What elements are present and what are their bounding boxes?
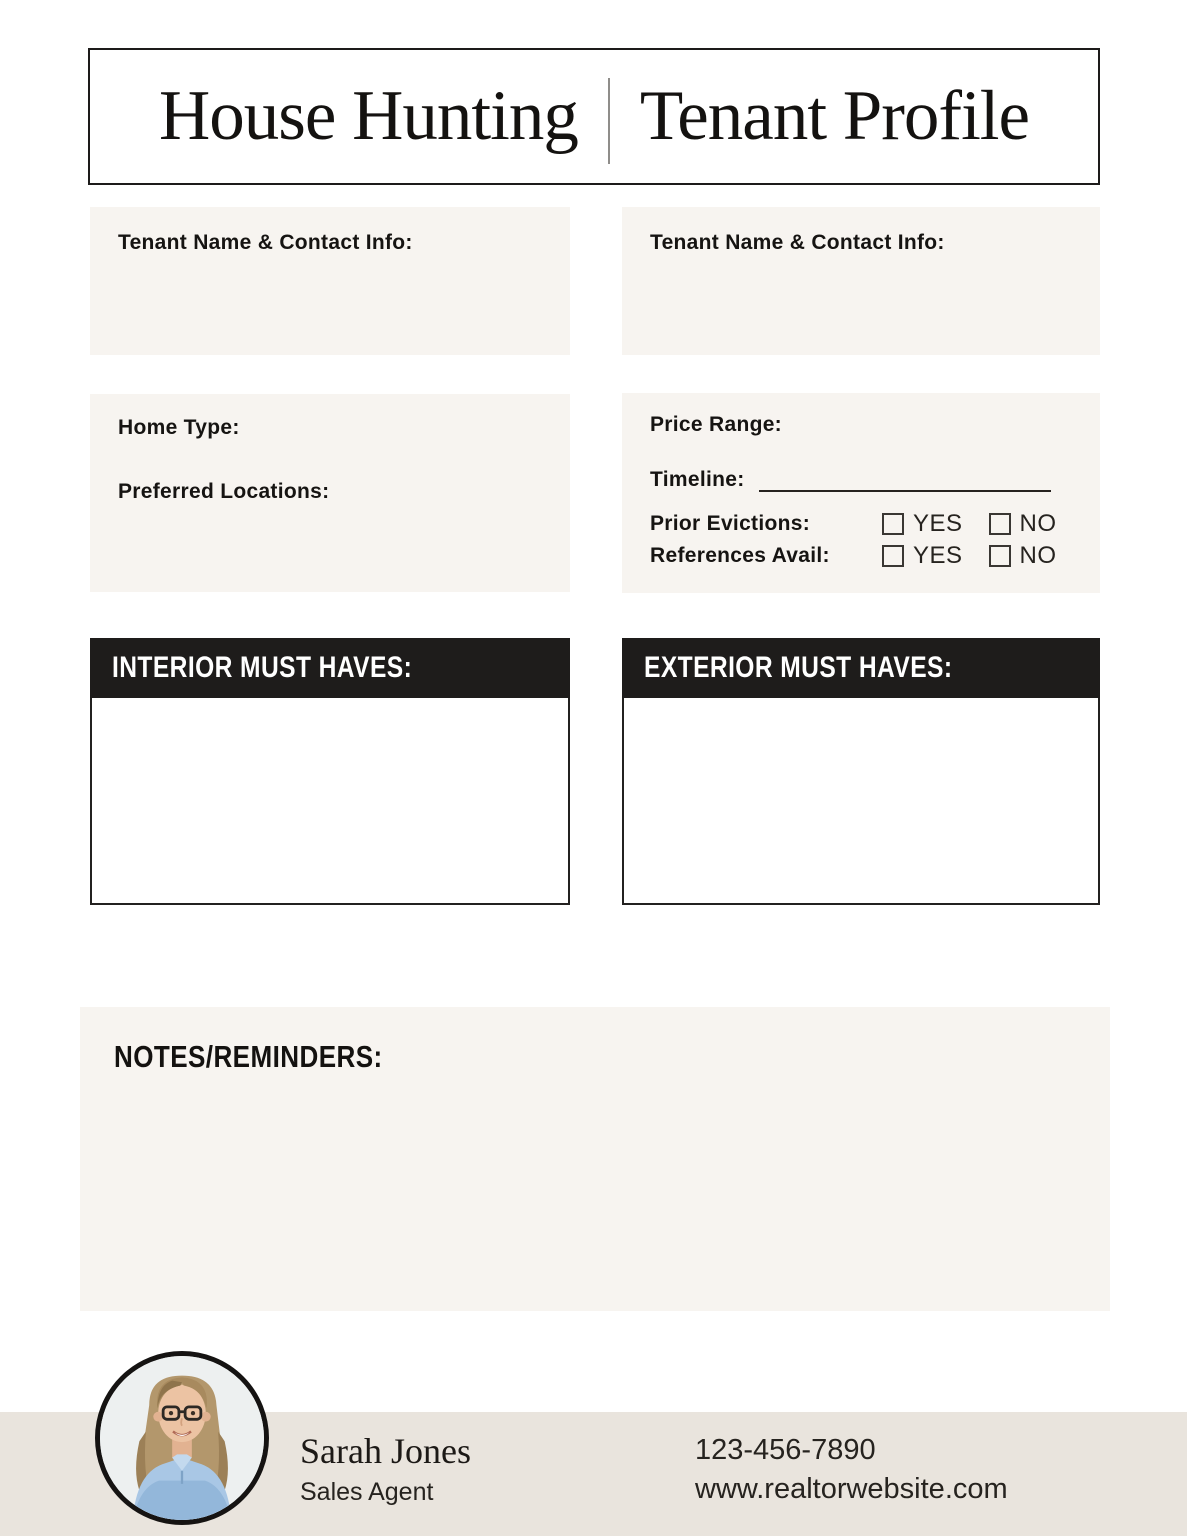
agent-photo <box>95 1351 269 1525</box>
timeline-row <box>650 468 1072 492</box>
prior-evictions-row <box>650 508 1072 540</box>
interior-must-haves-box <box>90 638 570 905</box>
agent-phone: 123-456-7890 <box>695 1434 876 1466</box>
page-title <box>159 74 1029 160</box>
references-no-label: NO <box>1019 542 1057 569</box>
exterior-must-haves-label: EXTERIOR MUST HAVES: <box>644 651 953 684</box>
tenant-info-label-right: Tenant Name & Contact Info: <box>650 231 945 254</box>
qualification-box <box>622 393 1100 593</box>
prior-evictions-options <box>882 510 1057 538</box>
agent-title: Sales Agent <box>300 1477 434 1506</box>
interior-must-haves-field[interactable] <box>90 698 570 905</box>
references-options <box>882 542 1057 570</box>
agent-website: www.realtorwebsite.com <box>695 1473 1008 1506</box>
agent-contact <box>695 1434 1008 1506</box>
header-title-box <box>88 48 1100 185</box>
price-range-label: Price Range: <box>650 413 782 436</box>
home-type-label: Home Type: <box>118 416 240 439</box>
page-title-left: House Hunting <box>158 77 578 155</box>
references-no-checkbox[interactable] <box>989 545 1011 567</box>
notes-box[interactable] <box>80 1007 1110 1311</box>
exterior-must-haves-field[interactable] <box>622 698 1100 905</box>
exterior-must-haves-header <box>622 638 1100 698</box>
title-separator-line <box>608 78 610 164</box>
prior-evictions-no-checkbox[interactable] <box>989 513 1011 535</box>
timeline-label: Timeline: <box>650 468 745 491</box>
prior-evictions-yes-checkbox[interactable] <box>882 513 904 535</box>
tenant-info-box-left[interactable] <box>90 207 570 355</box>
tenant-info-box-right[interactable] <box>622 207 1100 355</box>
interior-must-haves-header <box>90 638 570 698</box>
references-yes-checkbox[interactable] <box>882 545 904 567</box>
prior-evictions-yes-label: YES <box>913 510 963 537</box>
agent-name: Sarah Jones <box>300 1431 471 1471</box>
preferred-locations-label: Preferred Locations: <box>118 480 330 503</box>
references-avail-label: References Avail: <box>650 544 830 567</box>
exterior-must-haves-box <box>622 638 1100 905</box>
references-row <box>650 540 1072 572</box>
references-yes-label: YES <box>913 542 963 569</box>
checkbox-rows <box>650 508 1072 572</box>
home-preferences-box[interactable] <box>90 394 570 592</box>
prior-evictions-label: Prior Evictions: <box>650 512 811 535</box>
agent-identity <box>300 1432 471 1507</box>
prior-evictions-no-label: NO <box>1019 510 1057 537</box>
timeline-fill-line[interactable] <box>759 472 1051 492</box>
interior-must-haves-label: INTERIOR MUST HAVES: <box>112 651 413 684</box>
agent-portrait-illustration <box>100 1356 264 1520</box>
page-title-right: Tenant Profile <box>639 77 1030 155</box>
notes-label: NOTES/REMINDERS: <box>114 1039 383 1074</box>
tenant-info-label-left: Tenant Name & Contact Info: <box>118 231 413 254</box>
